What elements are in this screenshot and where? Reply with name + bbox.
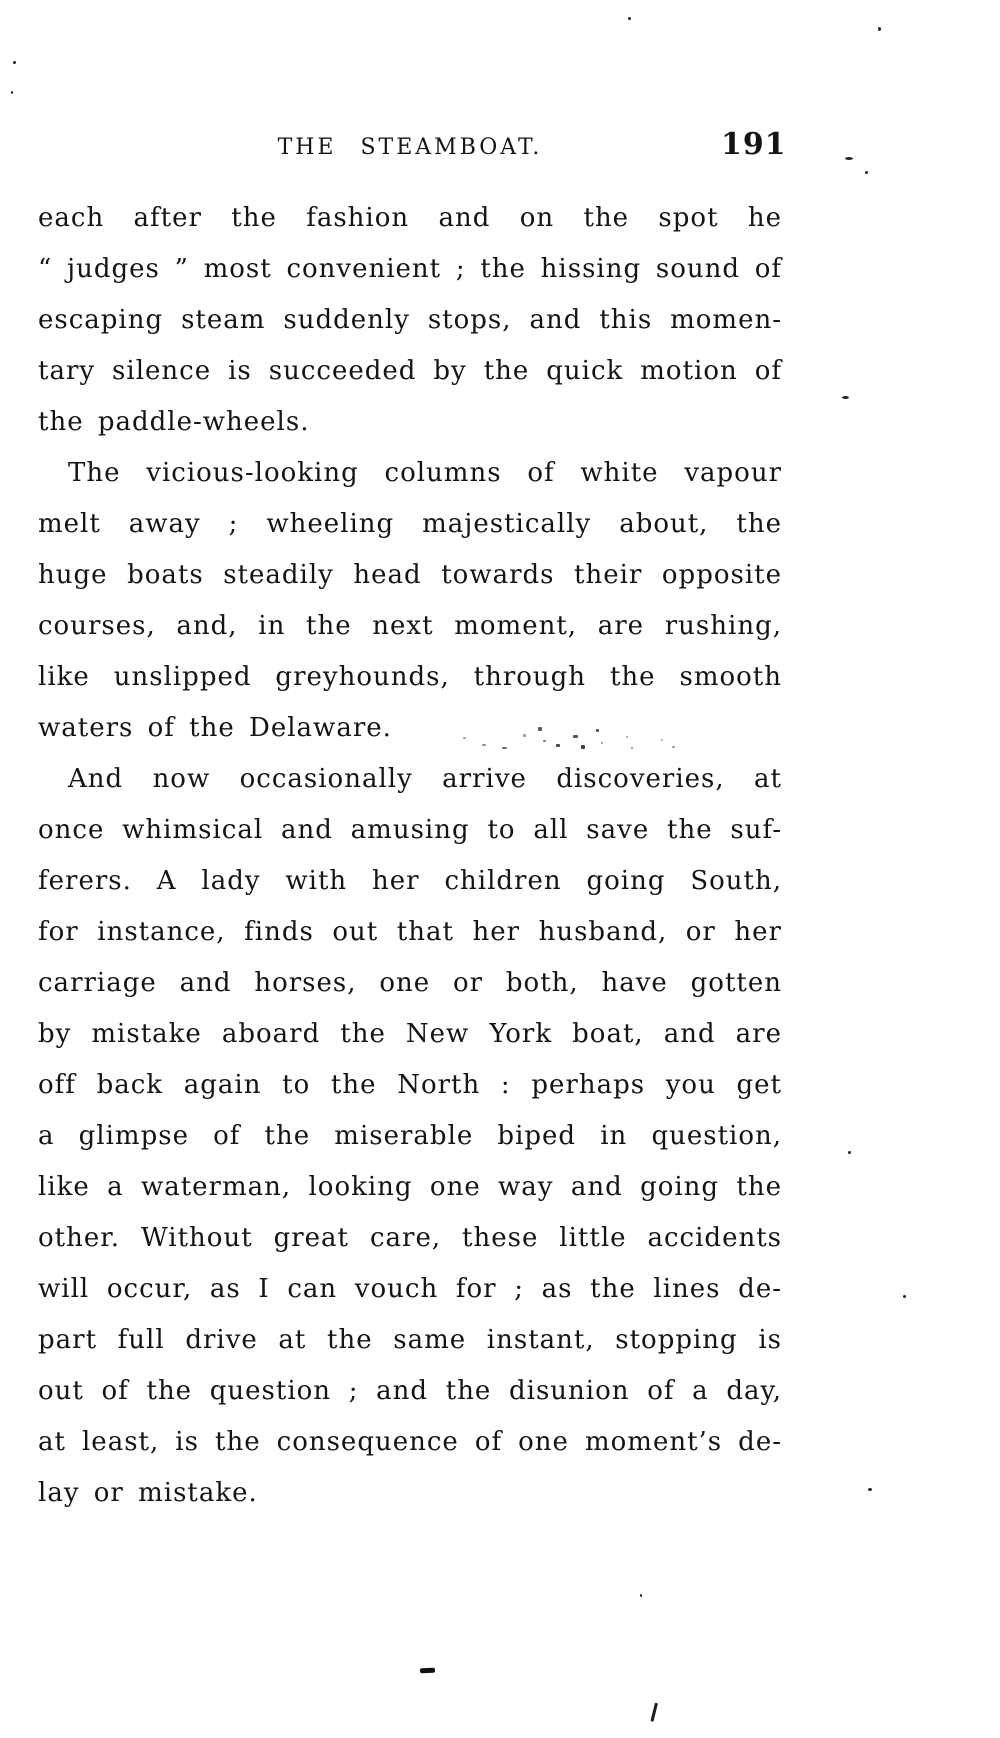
- text-line: by mistake aboard the New York boat, and are: [38, 1019, 782, 1049]
- scan-speck: [842, 396, 849, 399]
- text-line: The vicious-looking columns of white vapour: [68, 458, 782, 488]
- text-line: lay or mistake.: [38, 1478, 258, 1508]
- text-line: part full drive at the same instant, stopping is: [38, 1325, 782, 1355]
- scan-speck: [848, 1151, 851, 1154]
- text-line: at least, is the consequence of one moment’s de-: [38, 1427, 782, 1457]
- text-line: melt away ; wheeling majestically about, the: [38, 509, 782, 539]
- scan-speck: [11, 91, 13, 94]
- ink-smudge-speck: [581, 745, 585, 749]
- ink-smudge-speck: [543, 740, 546, 742]
- text-line: ferers. A lady with her children going South,: [38, 866, 782, 896]
- stray-pen-stroke: [650, 1703, 658, 1722]
- text-line: And now occasionally arrive discoveries, at: [68, 764, 782, 794]
- text-line: “ judges ” most convenient ; the hissing sound of: [38, 254, 782, 284]
- paragraph: [38, 193, 782, 448]
- text-line: tary silence is succeeded by the quick motion of: [38, 356, 782, 386]
- ink-smudge-speck: [661, 739, 663, 741]
- text-line: waters of the Delaware.: [38, 713, 392, 743]
- text-line: the paddle-wheels.: [38, 407, 310, 437]
- bottom-dash-mark: [420, 1668, 435, 1674]
- text-line: out of the question ; and the disunion of a day,: [38, 1376, 782, 1406]
- text-line: escaping steam suddenly stops, and this momen-: [38, 305, 782, 335]
- ink-smudge-speck: [573, 735, 578, 738]
- scan-speck: [845, 157, 853, 160]
- ink-smudge-speck: [502, 747, 507, 749]
- ink-smudge-speck: [463, 737, 466, 739]
- text-line: for instance, finds out that her husband, or her: [38, 917, 782, 947]
- ink-smudge-speck: [482, 744, 486, 746]
- paragraph: [38, 448, 782, 754]
- text-line: courses, and, in the next moment, are rushing,: [38, 611, 782, 641]
- scan-speck: [628, 17, 631, 20]
- ink-smudge-speck: [631, 747, 633, 749]
- scan-speck: [903, 1295, 906, 1298]
- scan-speck: [868, 1488, 872, 1491]
- text-line: like a waterman, looking one way and going the: [38, 1172, 782, 1202]
- ink-smudge-speck: [601, 742, 603, 744]
- page-number: 191: [721, 127, 787, 162]
- scan-speck: [865, 171, 868, 174]
- text-line: will occur, as I can vouch for ; as the lines de-: [38, 1274, 782, 1304]
- scan-speck: [13, 61, 16, 64]
- ink-smudge-speck: [672, 746, 675, 748]
- text-line: carriage and horses, one or both, have gotten: [38, 968, 782, 998]
- ink-smudge-speck: [538, 727, 542, 731]
- ink-smudge-speck: [596, 729, 599, 732]
- text-line: like unslipped greyhounds, through the smooth: [38, 662, 782, 692]
- scan-speck: [878, 27, 881, 31]
- scan-speck: [640, 1594, 642, 1597]
- text-line: off back again to the North : perhaps you get: [38, 1070, 782, 1100]
- text-line: other. Without great care, these little accidents: [38, 1223, 782, 1253]
- ink-smudge-speck: [626, 736, 628, 738]
- page-body-text: [38, 193, 782, 1519]
- paragraph: [38, 754, 782, 1519]
- ink-smudge-speck: [556, 744, 560, 747]
- text-line: huge boats steadily head towards their opposite: [38, 560, 782, 590]
- text-line: each after the fashion and on the spot he: [38, 203, 782, 233]
- running-header-title: THE STEAMBOAT.: [277, 135, 543, 160]
- text-line: a glimpse of the miserable biped in question,: [38, 1121, 782, 1151]
- text-line: once whimsical and amusing to all save the suf-: [38, 815, 782, 845]
- ink-smudge-speck: [523, 734, 526, 737]
